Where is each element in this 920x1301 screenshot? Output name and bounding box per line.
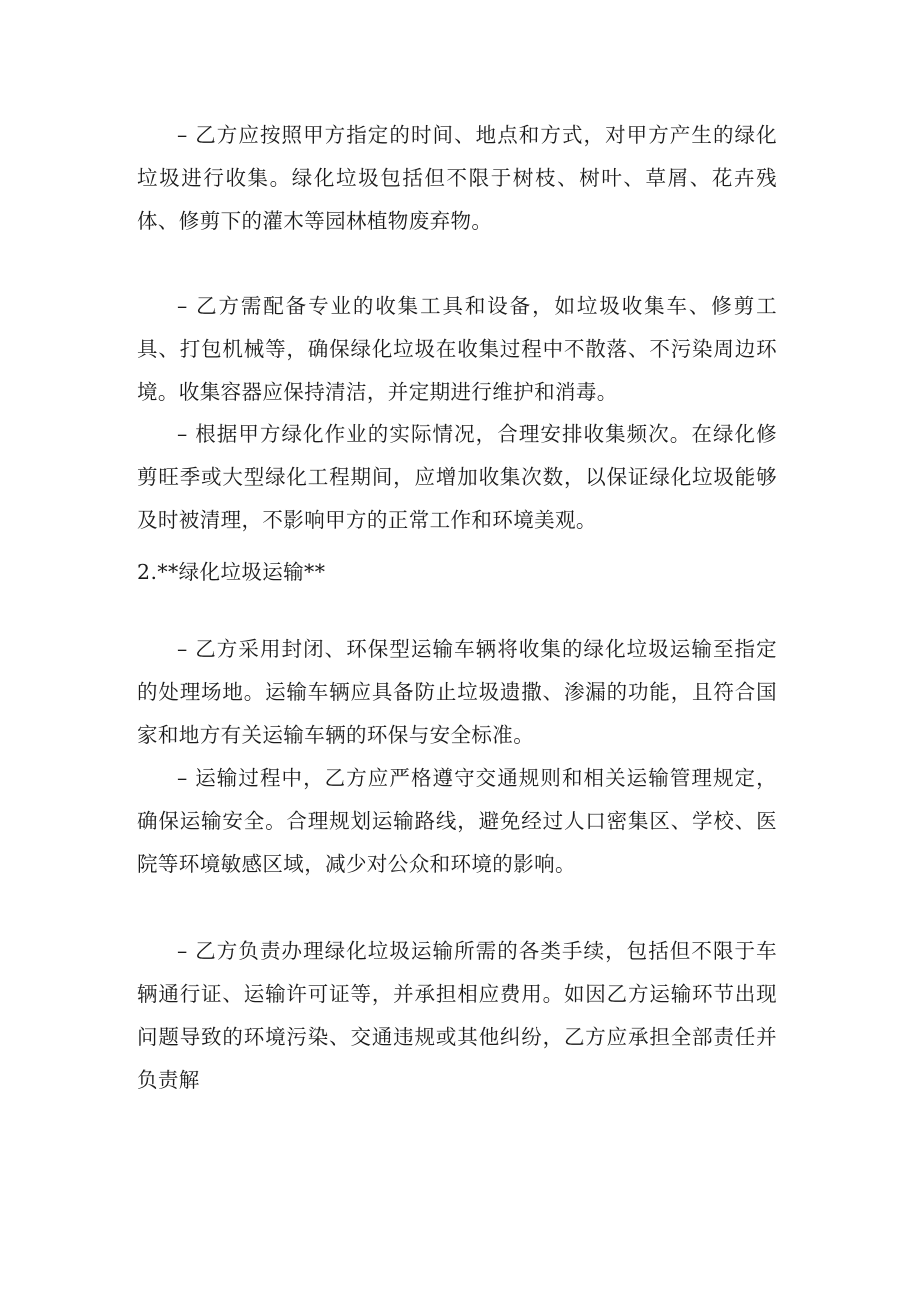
section-heading-transport: 2.**绿化垃圾运输** (137, 560, 326, 584)
paragraph-transport-permits: – 乙方负责办理绿化垃圾运输所需的各类手续，包括但不限于车辆通行证、运输许可证等，并承担相应费用。如因乙方运输环节出现问题导致的环境污染、交通违规或其他纠纷，乙方应承担全部责任并负责解 (137, 939, 777, 1092)
paragraph-transport-safety: – 运输过程中，乙方应严格遵守交通规则和相关运输管理规定，确保运输安全。合理规划运输路线，避免经过人口密集区、学校、医院等环境敏感区域，减少对公众和环境的影响。 (137, 766, 777, 876)
paragraph-transport-vehicles: – 乙方采用封闭、环保型运输车辆将收集的绿化垃圾运输至指定的处理场地。运输车辆应具备防止垃圾遗撒、渗漏的功能，且符合国家和地方有关运输车辆的环保与安全标准。 (137, 637, 777, 747)
paragraph-collection-frequency: – 根据甲方绿化作业的实际情况，合理安排收集频次。在绿化修剪旺季或大型绿化工程期间，应增加收集次数，以保证绿化垃圾能够及时被清理，不影响甲方的正常工作和环境美观。 (137, 422, 777, 532)
paragraph-collection-equipment: – 乙方需配备专业的收集工具和设备，如垃圾收集车、修剪工具、打包机械等，确保绿化垃圾在收集过程中不散落、不污染周边环境。收集容器应保持清洁，并定期进行维护和消毒。 (137, 294, 777, 404)
paragraph-collection-method: – 乙方应按照甲方指定的时间、地点和方式，对甲方产生的绿化垃圾进行收集。绿化垃圾包括但不限于树枝、树叶、草屑、花卉残体、修剪下的灌木等园林植物废弃物。 (137, 123, 777, 233)
